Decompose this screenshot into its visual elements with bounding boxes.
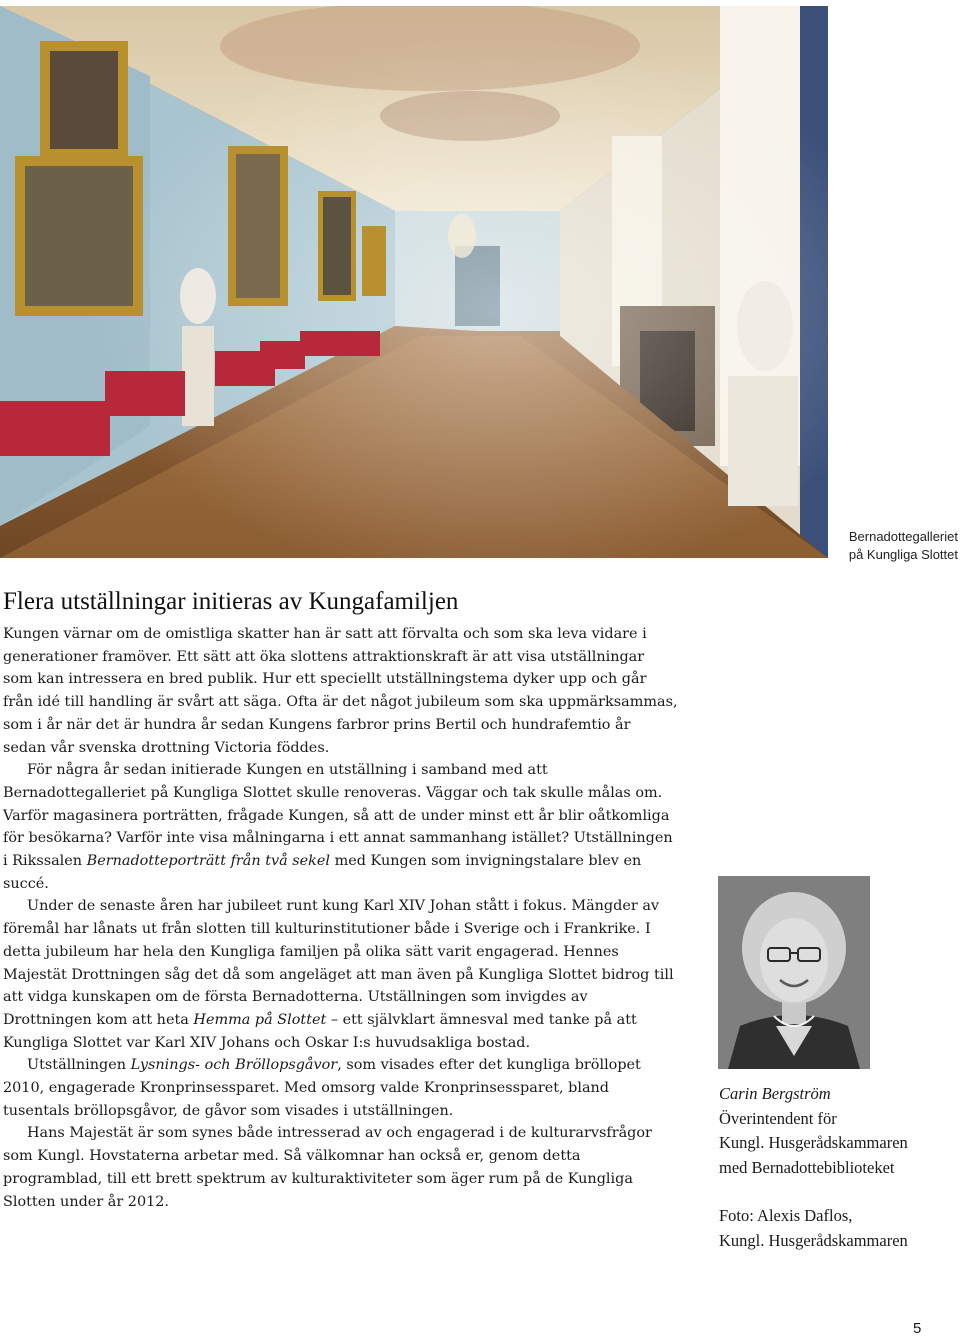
paragraph-text: med Kungen som invigningstalare blev en succé. — [3, 853, 642, 892]
photo-credit: Kungl. Husgerådskammaren — [719, 1230, 908, 1250]
exhibition-title: Bernadotteporträtt från två sekel — [86, 853, 331, 870]
paragraph-1: Kungen värnar om de omistliga skatter han är satt att förvalta och som ska leva vidare i generationer framöver. Ett sätt att öka slottens attraktionskraft är att visa utställningar som kan intressera en bred publik. Hur ett speciellt utställningstema dyker upp och går från idé till handling är svårt att säga. Ofta är det något jubileum som ska uppmärksammas, som i år när det är hundra år sedan Kungens farbror prins Bertil och hundrafemtio år sedan vår svenska drottning Victoria föddes. — [3, 626, 678, 756]
person-name: Carin Bergström — [719, 1084, 831, 1103]
paragraph-text: Under de senaste åren har jubileet runt kung Karl XIV Johan stått i fokus. Mängder av föremål har lånats ut från slotten till kulturinstitutioner både i Sverige och i Frankrike. I detta jubileum har hela den Kungliga familjen på olika sätt varit engagerad. Hennes Majestät Drottningen såg det då som angeläget att man även på Kungliga Slottet bidrog till att vidga kunskapen om de första Bernadotterna. Utställningen som invigdes av Drottningen kom att heta — [3, 898, 674, 1028]
paragraph-text: För några år sedan initierade Kungen en utställning i samband med att Bernadottegalleriet på Kungliga Slottet skulle renoveras. Väggar och tak skulle målas om. Varför magasinera porträtten, frågade Kungen, så att de under minst ett år blir oåtkomliga för besökarna? Varför inte visa målningarna i ett annat sammanhang istället? Utställningen i Rikssalen — [3, 762, 673, 870]
paragraph-4 — [3, 1054, 678, 1122]
paragraph-text: – ett självklart ämnesval med tanke på att Kungliga Slottet var Karl XIV Johans och Oskar I:s huvudsakliga bostad. — [3, 1011, 637, 1051]
paragraph-5: Hans Majestät är som synes både intresserad av och engagerad i de kulturarvsfrågor som Kungl. Hovstaterna arbetar med. Så välkomnar han också er, genom detta programblad, till ett brett spektrum av kulturaktiviteter som äger rum på de Kungliga Slotten under år 2012. — [3, 1125, 652, 1210]
exhibition-title: Hemma på Slottet — [193, 1011, 327, 1028]
page-number: 5 — [913, 1320, 922, 1337]
exhibition-title: Lysnings- och Bröllopsgåvor — [130, 1057, 338, 1074]
photo-caption-line: på Kungliga Slottet — [848, 547, 958, 562]
photo-credit: Foto: Alexis Daflos, — [719, 1206, 853, 1226]
photo-caption-line: Bernadottegalleriet — [848, 529, 958, 544]
person-role: Överintendent för — [719, 1108, 837, 1128]
gallery-photo — [0, 6, 828, 558]
paragraph-text: , som visades efter det kungliga bröllopet 2010, engagerade Kronprinsessparet. Med omsorg valde Kronprinsessparet, bland tusentals bröllopsgåvor, de gåvor som visades i utställningen. — [3, 1057, 641, 1119]
article-title: Flera utställningar initieras av Kungafamiljen — [3, 588, 459, 615]
article-body — [3, 623, 678, 1213]
photo-caption — [830, 528, 958, 564]
person-role: med Bernadottebiblioteket — [719, 1157, 895, 1177]
portrait-photo — [718, 876, 870, 1069]
caption-spacer — [719, 1180, 957, 1204]
paragraph-3 — [3, 895, 678, 1054]
paragraph-2 — [3, 759, 678, 895]
person-role: Kungl. Husgerådskammaren — [719, 1133, 908, 1153]
portrait-caption — [719, 1082, 957, 1254]
paragraph-text: Utställningen — [27, 1057, 131, 1074]
